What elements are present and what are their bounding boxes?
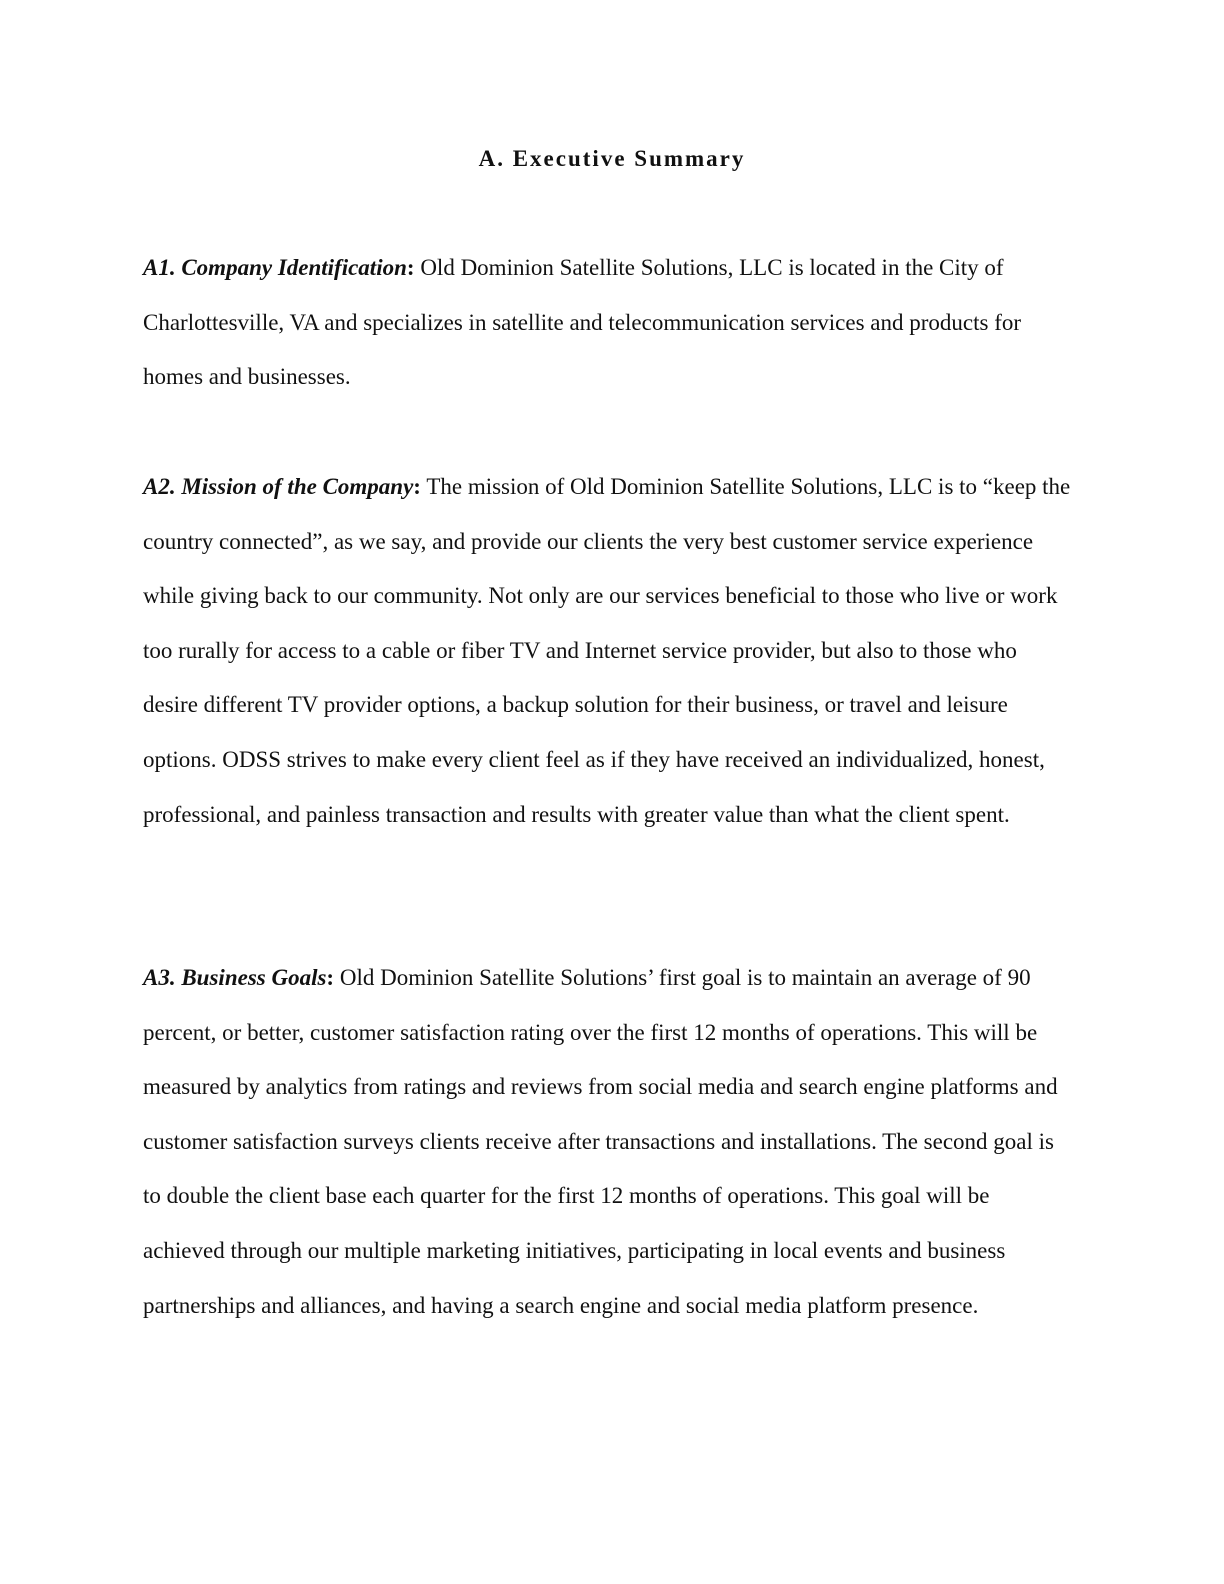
- section-separator: :: [406, 255, 415, 280]
- section-body: The mission of Old Dominion Satellite Solutions, LLC is to “keep the country connected”, as we say, and provide our clients the very best customer service experience while giving back to our community. Not only are our services beneficial to those who live or work too rurally for access to a cable or fiber TV and Internet service provider, but also to those who desire different TV provider options, a backup solution for their business, or travel and leisure options. ODSS strives to make every client feel as if they have received an individualized, honest, professional, and painless transaction and results with greater value than what the client spent.: [143, 474, 1071, 827]
- section-separator: :: [413, 474, 421, 499]
- section-label: A1. Company Identification: [143, 255, 407, 280]
- section-company-identification: [143, 241, 1073, 405]
- section-label: A3. Business Goals: [143, 965, 327, 990]
- section-label: A2. Mission of the Company: [143, 474, 414, 499]
- section-business-goals: [143, 951, 1073, 1333]
- section-body: Old Dominion Satellite Solutions, LLC is located in the City of Charlottesville, VA and specializes in satellite and telecommunication services and products for homes and businesses.: [143, 255, 1022, 390]
- section-body: Old Dominion Satellite Solutions’ first goal is to maintain an average of 90 percent, or better, customer satisfaction rating over the first 12 months of operations. This will be measured by analytics from ratings and reviews from social media and search engine platforms and customer satisfaction surveys clients receive after transactions and installations. The second goal is to double the client base each quarter for the first 12 months of operations. This goal will be achieved through our multiple marketing initiatives, participating in local events and business partnerships and alliances, and having a search engine and social media platform presence.: [143, 965, 1058, 1318]
- section-separator: :: [326, 965, 335, 990]
- section-mission: [143, 460, 1073, 842]
- page-title: A. Executive Summary: [478, 146, 746, 171]
